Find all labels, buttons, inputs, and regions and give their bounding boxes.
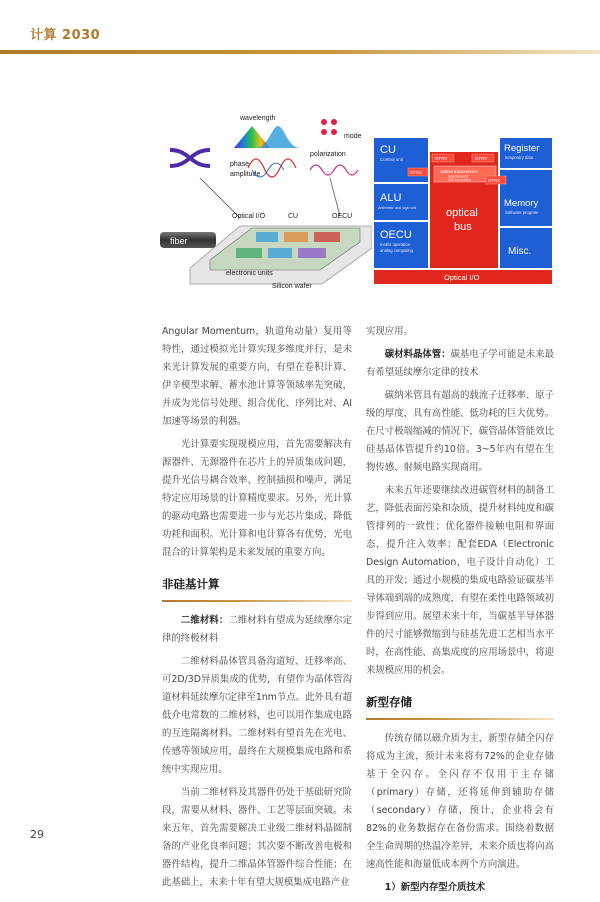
label-amplitude: amplitude bbox=[230, 171, 261, 178]
phase-waveguide bbox=[170, 150, 210, 166]
label-oecu: OECU bbox=[332, 213, 353, 220]
left-paragraph-2: 光计算要实现规模应用，首先需要解决有源器件、无源器件在芯片上的异质集成问题，提升光信号耦合效率、控制插损和噪声，满足特定应用场景的计算精度要求。另外，光计算的驱动电路也需要进一步与光芯片集成，降低功耗和面积。光计算和电计算各有优势，光电混合的计算架构是未来发展的重要方向。 bbox=[162, 439, 352, 558]
left-paragraph-4: 二维材料晶体管具备沟道短、迁移率高、可2D/3D异质集成的优势，有望作为晶体管沟道材料延续摩尔定律至1nm节点。此外具有超低介电常数的二维材料，也可以用作集成电路的互连隔离材料。二维材料有望首先在光电、传感等领域应用，最终在大规模集成电路和系统中实现应用。 bbox=[162, 656, 352, 775]
cu-subtitle: Control unit bbox=[380, 157, 404, 162]
heading-non-silicon: 非硅基计算 bbox=[162, 577, 220, 591]
section-rule bbox=[162, 600, 352, 602]
otrx-label: OTRX bbox=[410, 170, 423, 175]
label-cu: CU bbox=[288, 213, 299, 220]
fiber-cable bbox=[160, 232, 216, 248]
label-optical-io: Optical I/O bbox=[232, 213, 266, 220]
label-polarization: polarization bbox=[310, 151, 346, 158]
left-column bbox=[162, 323, 352, 897]
header-title: 计算 2030 bbox=[30, 28, 101, 43]
transceivers-line-3: O/E conversion bbox=[448, 178, 472, 182]
section-rule bbox=[366, 718, 554, 720]
left-paragraph-1: Angular Momentum，轨道角动量）复用等特性，通过模拟光计算实现多维度并行，是未来光计算发展的重要方向，有望在卷积计算、伊辛模型求解、蓄水池计算等领域率先突破，并成为光信号处理、组合优化、序列比对、AI加速等场景的利器。 bbox=[162, 326, 352, 427]
misc-title: Misc. bbox=[508, 246, 532, 257]
alu-title: ALU bbox=[380, 192, 402, 204]
cu-title: CU bbox=[380, 144, 396, 156]
alu-subtitle: Arithmetic and logic unit bbox=[378, 206, 417, 210]
label-phase: phase bbox=[230, 161, 250, 168]
heading-new-storage: 新型存储 bbox=[366, 695, 412, 709]
right-paragraph-2-text: 碳基电子学可能是未来最有希望延续摩尔定律的技术 bbox=[366, 349, 554, 378]
oecu-title: OECU bbox=[380, 229, 412, 241]
mode-pattern bbox=[321, 119, 337, 135]
right-paragraph-4: 未来五年还要继续改进碳管材料的制备工艺，降低表面污染和杂质，提升材料纯度和碳管排列的一致性；优化器件接触电阻和界面态，提升注入效率；配套EDA（Electronic Design Automation，电子设计自动化）工具的开发；通过小规模的集成电路验证碳基半导体端到端的成熟度，有望在柔性电路领域初步得到应用。展望未来十年，当碳基半导体器件的尺寸能够微缩到与硅基先进工艺相当水平时，在高性能、高集成度的应用场景中，将迎来规模应用的机会。 bbox=[366, 485, 554, 676]
optical-io-title: Optical I/O bbox=[444, 273, 480, 282]
label-mode: mode bbox=[344, 133, 362, 140]
page-number: 29 bbox=[30, 828, 44, 841]
label-electronic-units: electronic units bbox=[226, 270, 273, 277]
arrow-to-io bbox=[200, 178, 240, 218]
optical-bus-line-2: bus bbox=[454, 221, 472, 233]
register-subtitle: temporary data bbox=[505, 155, 534, 160]
oecu-subtitle-1: matrix operation bbox=[380, 242, 411, 247]
register-title: Register bbox=[504, 143, 540, 154]
label-wavelength: wavelength bbox=[240, 115, 276, 122]
right-paragraph-5: 传统存储以磁介质为主，新型存储全闪存将成为主流，预计未来将有72%的企业存储基于全闪存。全闪存不仅用于主存储（primary）存储，还将延伸到辅助存储（secondary）存储，预计，企业将会有82%的业务数据存在备份需求。围绕着数据全生命周期的热温冷差异，未来介质也将向高速高性能和海量低成本两个方向演进。 bbox=[366, 733, 554, 870]
otrx-label: OTRX bbox=[488, 178, 501, 183]
lead-carbon-transistor: 碳材料晶体管： bbox=[384, 349, 451, 360]
label-fiber: fiber bbox=[170, 236, 188, 246]
right-paragraph-2 bbox=[366, 346, 554, 382]
lead-2d-materials: 二维材料： bbox=[180, 615, 229, 626]
subhead-memory-media: 1）新型内存型介质技术 bbox=[384, 882, 486, 893]
otrx-label: OTRX bbox=[475, 156, 488, 161]
arrow-to-oecu bbox=[330, 178, 340, 216]
optical-bus-line-1: optical bbox=[446, 207, 478, 219]
left-paragraph-5: 当前二维材料及其器件仍处于基础研究阶段，需要从材料、器件、工艺等层面突破。未来五年，首先需要解决工业级二维材料晶圆制备的产业化良率问题；其次要不断改善电极和器件结构，提升二维晶体管器件综合性能；在此基础上，未来十年有望大规模集成电路产业 bbox=[162, 787, 352, 888]
label-silicon-wafer: Silicon wafer bbox=[272, 283, 312, 290]
right-column bbox=[366, 323, 554, 902]
memory-subtitle: Software program bbox=[505, 210, 539, 215]
optical-architecture-diagram bbox=[374, 138, 552, 284]
otrx-label: OTRX bbox=[435, 156, 448, 161]
left-paragraph-3 bbox=[162, 612, 352, 648]
transceivers-line-1: optical transceivers bbox=[440, 169, 478, 174]
left-paragraph-3-text: 二维材料有望成为延续摩尔定律的终极材料 bbox=[162, 615, 352, 644]
transceivers-line-2: interconnects bbox=[448, 174, 469, 179]
right-paragraph-1: 实现应用。 bbox=[366, 326, 413, 337]
polarization-helix bbox=[310, 165, 358, 175]
header-rule bbox=[0, 50, 600, 54]
photonic-chip-figure bbox=[160, 108, 372, 292]
memory-title: Memory bbox=[504, 198, 539, 209]
oecu-subtitle-2: analog computing bbox=[380, 248, 414, 253]
right-paragraph-3: 碳纳米管具有超高的载流子迁移率、原子级的厚度，具有高性能、低功耗的巨大优势。在尺寸极端缩减的情况下，碳管晶体管能效比硅基晶体管提升约10倍。3~5年内有望在生物传感、射频电路实现商用。 bbox=[366, 390, 554, 473]
